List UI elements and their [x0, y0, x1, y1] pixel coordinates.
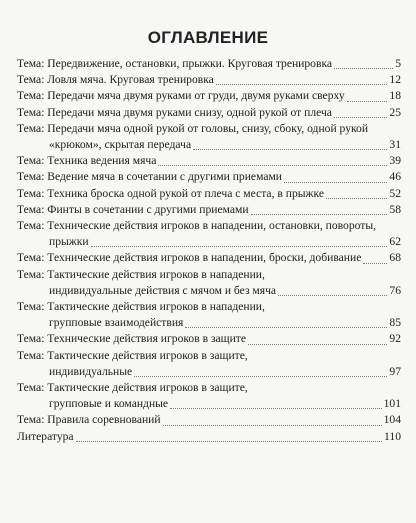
toc-entry-line: [17, 315, 401, 331]
dot-leader: [347, 100, 388, 102]
dot-leader: [158, 164, 387, 166]
dot-leader: [163, 424, 382, 426]
page-number: 52: [389, 186, 401, 200]
toc-entry-title-line: Тема: Технические действия игроков в защите: [17, 332, 247, 346]
toc-entry: [17, 267, 401, 299]
toc-entry-line: [17, 429, 401, 445]
page-number: 12: [389, 73, 401, 87]
toc-entry: [17, 153, 401, 169]
page-number: 46: [389, 170, 401, 184]
dot-leader: [251, 213, 388, 215]
toc-entry: [17, 299, 401, 331]
toc-entry-line: [17, 88, 401, 104]
page-number: 25: [389, 105, 401, 119]
page-number: 39: [389, 154, 401, 168]
page-number: 68: [389, 251, 401, 265]
toc-entry-title-line: Тема: Передвижение, остановки, прыжки. Круговая тренировка: [17, 57, 333, 70]
toc-entry-line: [17, 234, 401, 250]
toc-entry-line: [17, 412, 401, 428]
toc-entry-line: [17, 137, 401, 153]
toc-entry: [17, 56, 401, 72]
toc-entry-title-line: Тема: Тактические действия игроков в защите,: [17, 348, 248, 362]
toc-entry-title-line: Тема: Ловля мяча. Круговая тренировка: [17, 73, 214, 87]
dot-leader: [216, 83, 388, 85]
toc-entry-title-line: Тема: Техника ведения мяча: [17, 154, 157, 168]
toc-entry: [17, 202, 401, 218]
page-number: 5: [395, 57, 401, 70]
table-of-contents: [17, 56, 401, 445]
page-number: 101: [383, 397, 401, 411]
toc-entry-line: [17, 331, 401, 347]
toc-entry-line: [17, 283, 401, 299]
dot-leader: [193, 148, 387, 150]
toc-entry: [17, 72, 401, 88]
toc-entry: [17, 169, 401, 185]
dot-leader: [134, 375, 387, 377]
toc-entry-title-line: «крюком», скрытая передача: [49, 138, 192, 152]
dot-leader: [185, 326, 387, 328]
toc-entry: [17, 250, 401, 266]
toc-entry: [17, 105, 401, 121]
toc-entry: [17, 88, 401, 104]
page-number: 110: [384, 429, 401, 443]
toc-entry-title-line: групповые и командные: [49, 397, 169, 411]
page-number: 18: [389, 89, 401, 103]
toc-entry-line: [17, 105, 401, 121]
toc-entry: [17, 429, 401, 445]
page-number: 31: [389, 138, 401, 152]
toc-entry: [17, 331, 401, 347]
page-number: 85: [389, 316, 401, 330]
toc-entry: [17, 380, 401, 412]
toc-entry-title-line: Тема: Техника броска одной рукой от плеча с места, в прыжке: [17, 186, 325, 200]
dot-leader: [278, 294, 387, 296]
page-number: 58: [389, 202, 401, 216]
toc-entry-title-line: Тема: Тактические действия игроков в защите,: [17, 381, 248, 395]
dot-leader: [334, 116, 387, 118]
page-number: 62: [389, 235, 401, 249]
toc-entry: [17, 186, 401, 202]
toc-entry: [17, 412, 401, 428]
toc-entry-line: [17, 153, 401, 169]
page-title: ОГЛАВЛЕНИЕ: [147, 28, 269, 47]
toc-entry-line: [17, 186, 401, 202]
toc-entry-title-line: Тема: Передачи мяча двумя руками от груди, двумя руками сверху: [17, 89, 345, 103]
dot-leader: [326, 197, 387, 199]
dot-leader: [363, 262, 387, 264]
toc-entry-title-line: Тема: Технические действия игроков в нападении, остановки, повороты,: [17, 219, 377, 233]
dot-leader: [170, 407, 382, 409]
toc-entry-title-line: Тема: Ведение мяча в сочетании с другими приемами: [17, 170, 283, 184]
page-number: 104: [383, 413, 401, 427]
toc-entry-line: [17, 56, 401, 72]
toc-entry-title-line: Литература: [17, 429, 74, 443]
toc-entry-title-line: Тема: Финты в сочетании с другими приемами: [17, 202, 249, 216]
toc-entry-line: [17, 72, 401, 88]
toc-entry-line: [17, 364, 401, 380]
toc-entry-line: [17, 396, 401, 412]
toc-entry-title-line: Тема: Технические действия игроков в нападении, броски, добивание: [17, 251, 362, 265]
dot-leader: [91, 245, 388, 247]
toc-entry-line: [17, 169, 401, 185]
dot-leader: [284, 181, 387, 183]
toc-entry-line: [17, 250, 401, 266]
dot-leader: [334, 67, 393, 69]
toc-entry-title-line: прыжки: [49, 235, 89, 249]
toc-entry: [17, 348, 401, 380]
page-number: 92: [389, 332, 401, 346]
dot-leader: [248, 343, 387, 345]
toc-entry-title-line: Тема: Передачи мяча двумя руками снизу, одной рукой от плеча: [17, 105, 332, 119]
page-number: 97: [389, 364, 401, 378]
toc-entry-title-line: Тема: Тактические действия игроков в нападении,: [17, 300, 265, 314]
toc-entry-title-line: Тема: Правила соревнований: [17, 413, 161, 427]
toc-entry-title-line: Тема: Тактические действия игроков в нападении,: [17, 267, 265, 281]
toc-entry-line: [17, 202, 401, 218]
toc-entry-title-line: индивидуальные действия с мячом и без мяча: [49, 283, 277, 297]
toc-entry-title-line: индивидуальные: [49, 364, 133, 378]
toc-entry: [17, 218, 401, 250]
toc-entry-title-line: групповые взаимодействия: [49, 316, 184, 330]
toc-entry-title-line: Тема: Передачи мяча одной рукой от головы, снизу, сбоку, одной рукой: [17, 121, 369, 135]
page-number: 76: [389, 283, 401, 297]
toc-entry: [17, 121, 401, 153]
dot-leader: [76, 440, 382, 442]
